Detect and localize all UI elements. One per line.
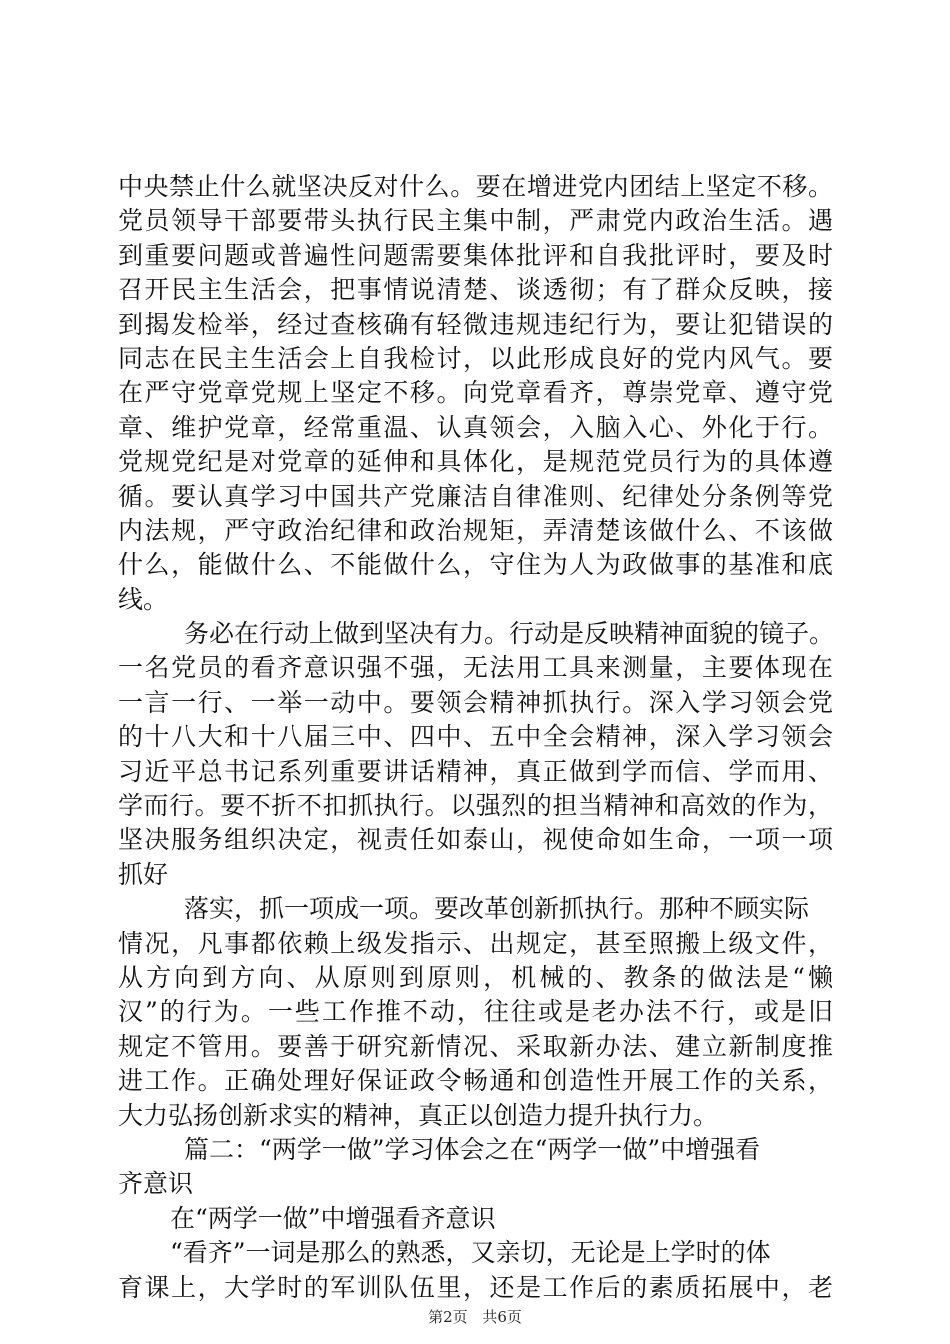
text-line: 汉”的行为。一些工作推不动，往往或是老办法不行，或是旧 (118, 997, 833, 1027)
text-line: 坚决服务组织决定，视责任如泰山，视使命如生命，一项一项 (118, 825, 833, 855)
text-line: 召开民主生活会，把事情说清楚、谈透彻；有了群众反映，接 (118, 275, 833, 305)
text-line: 一名党员的看齐意识强不强，无法用工具来测量，主要体现在 (118, 653, 833, 683)
text-line: 规定不管用。要善于研究新情况、采取新办法、建立新制度推 (118, 1031, 833, 1061)
text-line: 从方向到方向、从原则到原则，机械的、教条的做法是“懒 (118, 962, 833, 992)
text-line: “看齐”一词是那么的熟悉，又亲切，无论是上学时的体 (170, 1238, 771, 1268)
text-line: 党规党纪是对党章的延伸和具体化，是规范党员行为的具体遵 (118, 447, 833, 477)
text-line: 线。 (118, 584, 169, 614)
text-line: 习近平总书记系列重要讲话精神，真正做到学而信、学而用、 (118, 756, 833, 786)
text-line: 进工作。正确处理好保证政令畅通和创造性开展工作的关系， (118, 1066, 833, 1096)
text-line: 到重要问题或普遍性问题需要集体批评和自我批评时，要及时 (118, 240, 833, 270)
page-number: 第2页 (428, 1308, 468, 1326)
body-text (118, 170, 833, 1305)
text-line: 章、维护党章，经常重温、认真领会，入脑入心、外化于行。 (118, 412, 833, 442)
text-line: 循。要认真学习中国共产党廉洁自律准则、纪律处分条例等党 (118, 481, 833, 511)
text-line: 党员领导干部要带头执行民主集中制，严肃党内政治生活。遇 (118, 206, 833, 236)
text-line: 在“两学一做”中增强看齐意识 (170, 1203, 496, 1233)
text-line: 务必在行动上做到坚决有力。行动是反映精神面貌的镜子。 (184, 619, 835, 649)
text-line: 抓好 (118, 859, 169, 889)
text-line: 齐意识 (118, 1169, 194, 1199)
text-line: 一言一行、一举一动中。要领会精神抓执行。深入学习领会党 (118, 687, 833, 717)
text-line: 到揭发检举，经过查核确有轻微违规违纪行为，要让犯错误的 (118, 309, 833, 339)
text-line: 情况，凡事都依赖上级发指示、出规定，甚至照搬上级文件， (118, 928, 833, 958)
text-line: 什么，能做什么、不能做什么，守住为人为政做事的基准和底 (118, 550, 833, 580)
text-line: 在严守党章党规上坚定不移。向党章看齐，尊崇党章、遵守党 (118, 378, 833, 408)
text-line: 落实，抓一项成一项。要改革创新抓执行。那种不顾实际 (184, 894, 810, 924)
text-line: 内法规，严守政治纪律和政治规矩，弄清楚该做什么、不该做 (118, 515, 833, 545)
text-line: 同志在民主生活会上自我检讨，以此形成良好的党内风气。要 (118, 343, 833, 373)
text-line: 中央禁止什么就坚决反对什么。要在增进党内团结上坚定不移。 (118, 172, 833, 201)
text-line: 学而行。要不折不扣抓执行。以强烈的担当精神和高效的作为， (118, 791, 833, 821)
text-line: 大力弘扬创新求实的精神，真正以创造力提升执行力。 (118, 1100, 719, 1130)
text-line: 篇二：“两学一做”学习体会之在“两学一做”中增强看 (184, 1134, 761, 1164)
page-total: 共6页 (482, 1308, 522, 1326)
text-line: 的十八大和十八届三中、四中、五中全会精神，深入学习领会 (118, 722, 833, 752)
page-footer (0, 1306, 950, 1327)
text-line: 育课上，大学时的军训队伍里，还是工作后的素质拓展中，老 (118, 1272, 833, 1302)
